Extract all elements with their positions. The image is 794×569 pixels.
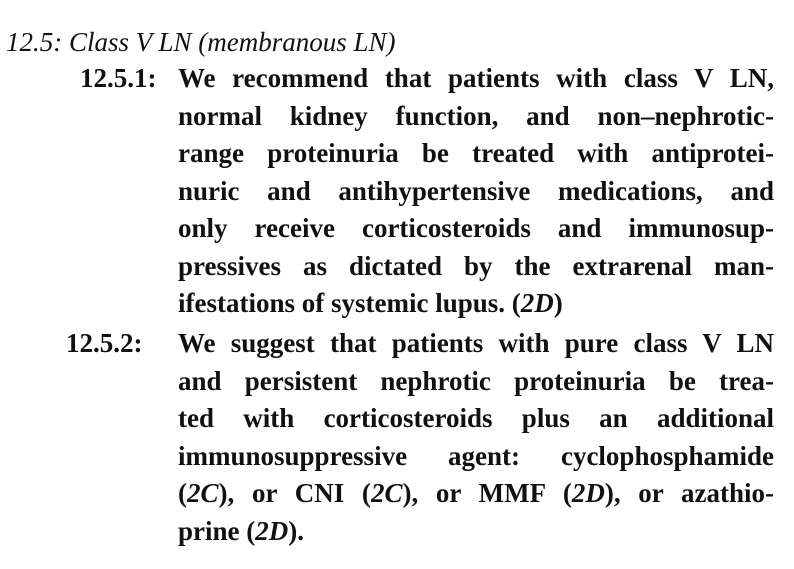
- recommendation-number-12-5-2: 12.5.2:: [66, 328, 143, 358]
- evidence-grade: 2C: [187, 478, 219, 508]
- recommendation-number-12-5-1: 12.5.1:: [80, 63, 157, 93]
- recommendation-line: We recommend that patients with class V LN,: [178, 63, 774, 93]
- recommendation-line: ifestations of systemic lupus. (2D): [178, 288, 563, 318]
- recommendation-line: immunosuppressive agent: cyclophosphamide: [178, 440, 774, 471]
- evidence-grade: 2D: [255, 515, 289, 546]
- section-heading: 12.5: Class V LN (membranous LN): [6, 27, 396, 57]
- evidence-grade: 2D: [571, 478, 605, 508]
- evidence-grade: 2C: [370, 478, 403, 508]
- recommendation-line: range proteinuria be treated with antiprotei-: [178, 138, 774, 168]
- recommendation-text-12-5-2: [178, 325, 774, 550]
- recommendation-line: pressives as dictated by the extrarenal man-: [178, 250, 774, 281]
- recommendation-line: and persistent nephrotic proteinuria be trea-: [178, 365, 774, 396]
- evidence-grade: 2D: [520, 288, 554, 318]
- recommendation-line: ted with corticosteroids plus an additional: [178, 403, 774, 433]
- recommendation-line: normal kidney function, and non–nephrotic-: [178, 100, 774, 131]
- recommendation-line: nuric and antihypertensive medications, and: [178, 175, 774, 206]
- recommendation-text-12-5-1: [178, 60, 774, 323]
- recommendation-line: only receive corticosteroids and immunosup-: [178, 213, 774, 243]
- recommendation-line: prine (2D).: [178, 515, 304, 546]
- recommendation-line: We suggest that patients with pure class V LN: [178, 328, 774, 358]
- recommendation-line: (2C), or CNI (2C), or MMF (2D), or azathio-: [178, 478, 775, 508]
